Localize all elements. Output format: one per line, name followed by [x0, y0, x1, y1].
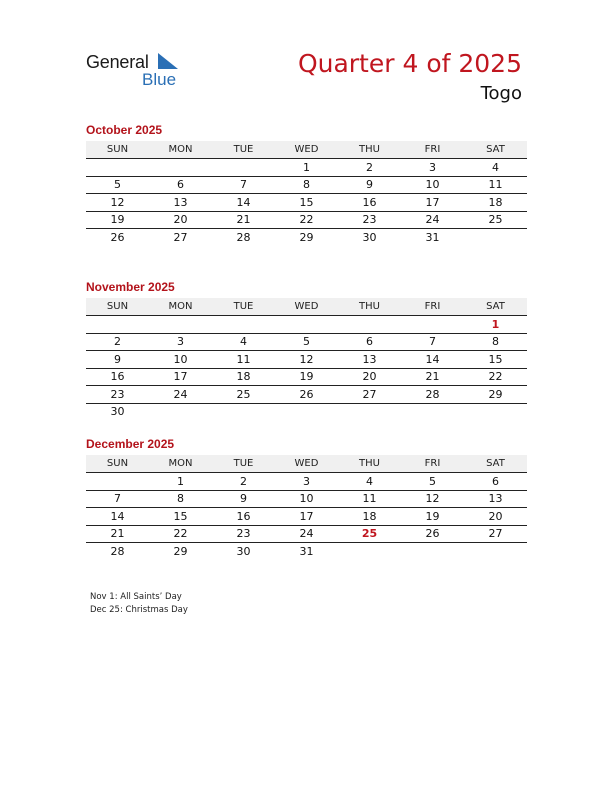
day-cell: 19	[110, 213, 125, 227]
week-row	[86, 543, 527, 560]
weekday-label: MON	[168, 144, 193, 155]
weekday-label: THU	[359, 301, 380, 312]
month-december	[86, 437, 527, 560]
day-cell: 18	[362, 509, 377, 523]
week-row	[86, 508, 527, 526]
country-name: Togo	[480, 83, 522, 104]
weekday-label: FRI	[424, 144, 441, 155]
day-cell: 30	[110, 405, 125, 419]
day-cell: 14	[425, 352, 440, 366]
day-cell: 26	[299, 387, 314, 401]
day-cell: 20	[488, 509, 503, 523]
weekday-label: TUE	[233, 301, 254, 312]
day-cell: 11	[362, 492, 377, 506]
week-row	[86, 194, 527, 212]
week-row	[86, 177, 527, 195]
week-row	[86, 316, 527, 334]
weekday-label: WED	[294, 144, 319, 155]
day-cell: 21	[110, 527, 125, 541]
week-row	[86, 212, 527, 230]
day-cell: 16	[362, 195, 377, 209]
month-october	[86, 123, 527, 246]
week-row	[86, 491, 527, 509]
week-row	[86, 526, 527, 544]
day-cell: 6	[366, 335, 373, 349]
weekday-header-row	[86, 141, 527, 159]
day-cell: 13	[173, 195, 188, 209]
day-cell: 10	[425, 178, 440, 192]
month-title: December 2025	[86, 437, 175, 451]
week-row	[86, 369, 527, 387]
day-cell: 29	[299, 230, 314, 244]
day-cell: 30	[362, 230, 377, 244]
holiday-note: Nov 1: All Saints’ Day	[90, 592, 182, 602]
weekday-label: TUE	[233, 144, 254, 155]
day-cell: 25	[361, 527, 378, 541]
calendar-grid	[86, 141, 527, 246]
day-cell: 14	[236, 195, 251, 209]
weekday-label: WED	[294, 301, 319, 312]
day-cell: 20	[362, 370, 377, 384]
day-cell: 27	[173, 230, 188, 244]
day-cell: 5	[303, 335, 310, 349]
day-cell: 22	[299, 213, 314, 227]
weekday-label: SAT	[486, 144, 505, 155]
weekday-label: SAT	[486, 458, 505, 469]
day-cell: 22	[173, 527, 188, 541]
day-cell: 1	[177, 474, 184, 488]
logo-text-blue: Blue	[142, 70, 177, 89]
day-cell: 26	[425, 527, 440, 541]
day-cell: 2	[240, 474, 247, 488]
day-cell: 28	[236, 230, 251, 244]
day-cell: 7	[114, 492, 121, 506]
day-cell: 12	[299, 352, 314, 366]
day-cell: 17	[299, 509, 314, 523]
day-cell: 24	[425, 213, 440, 227]
weekday-header-row	[86, 298, 527, 316]
weekday-label: FRI	[424, 458, 441, 469]
day-cell: 28	[425, 387, 440, 401]
day-cell: 23	[362, 213, 377, 227]
holiday-note: Dec 25: Christmas Day	[90, 604, 188, 615]
day-cell: 8	[492, 335, 499, 349]
day-cell: 12	[110, 195, 125, 209]
day-cell: 15	[173, 509, 188, 523]
day-cell: 25	[488, 213, 503, 227]
day-cell: 17	[173, 370, 188, 384]
day-cell: 5	[429, 474, 436, 488]
day-cell: 29	[488, 387, 503, 401]
day-cell: 10	[299, 492, 314, 506]
day-cell: 8	[177, 492, 184, 506]
weekday-header-row	[86, 455, 527, 473]
day-cell: 19	[425, 509, 440, 523]
month-title: November 2025	[86, 280, 175, 294]
weekday-label: THU	[359, 458, 380, 469]
day-cell: 3	[429, 160, 436, 174]
weekday-label: SUN	[106, 458, 129, 469]
day-cell: 16	[236, 509, 251, 523]
day-cell: 30	[236, 544, 251, 558]
day-cell: 4	[366, 474, 373, 488]
day-cell: 23	[110, 387, 125, 401]
calendar-grid	[86, 455, 527, 560]
weekday-label: WED	[294, 458, 319, 469]
day-cell: 4	[492, 160, 499, 174]
day-cell: 9	[114, 352, 121, 366]
day-cell: 5	[114, 178, 121, 192]
holiday-notes	[90, 591, 188, 616]
day-cell: 2	[114, 335, 121, 349]
day-cell: 26	[110, 230, 125, 244]
day-cell: 2	[366, 160, 373, 174]
day-cell: 13	[362, 352, 377, 366]
day-cell: 31	[299, 544, 314, 558]
day-cell: 23	[236, 527, 251, 541]
page-title: Quarter 4 of 2025	[297, 49, 522, 78]
day-cell: 1	[491, 317, 500, 331]
day-cell: 15	[299, 195, 314, 209]
day-cell: 9	[240, 492, 247, 506]
week-row	[86, 386, 527, 404]
day-cell: 7	[240, 178, 247, 192]
month-november	[86, 280, 527, 420]
day-cell: 27	[488, 527, 503, 541]
day-cell: 12	[425, 492, 440, 506]
day-cell: 29	[173, 544, 188, 558]
week-row	[86, 159, 527, 177]
day-cell: 6	[492, 474, 499, 488]
day-cell: 31	[425, 230, 440, 244]
calendar-grid	[86, 298, 527, 420]
week-row	[86, 229, 527, 246]
day-cell: 6	[177, 178, 184, 192]
day-cell: 13	[488, 492, 503, 506]
day-cell: 21	[236, 213, 251, 227]
day-cell: 11	[488, 178, 503, 192]
week-row	[86, 334, 527, 352]
day-cell: 9	[366, 178, 373, 192]
week-row	[86, 404, 527, 421]
day-cell: 1	[303, 160, 310, 174]
day-cell: 7	[429, 335, 436, 349]
week-row	[86, 473, 527, 491]
day-cell: 24	[299, 527, 314, 541]
day-cell: 28	[110, 544, 125, 558]
day-cell: 17	[425, 195, 440, 209]
weekday-label: THU	[359, 144, 380, 155]
weekday-label: MON	[168, 301, 193, 312]
month-title: October 2025	[86, 123, 163, 137]
weekday-label: SUN	[106, 301, 129, 312]
day-cell: 19	[299, 370, 314, 384]
weekday-label: FRI	[424, 301, 441, 312]
day-cell: 10	[173, 352, 188, 366]
week-row	[86, 351, 527, 369]
day-cell: 11	[236, 352, 251, 366]
day-cell: 3	[303, 474, 310, 488]
logo-triangle-icon	[158, 53, 180, 71]
weekday-label: SUN	[106, 144, 129, 155]
day-cell: 27	[362, 387, 377, 401]
day-cell: 24	[173, 387, 188, 401]
day-cell: 22	[488, 370, 503, 384]
day-cell: 18	[236, 370, 251, 384]
day-cell: 25	[236, 387, 251, 401]
day-cell: 16	[110, 370, 125, 384]
day-cell: 15	[488, 352, 503, 366]
day-cell: 21	[425, 370, 440, 384]
day-cell: 4	[240, 335, 247, 349]
day-cell: 20	[173, 213, 188, 227]
weekday-label: TUE	[233, 458, 254, 469]
weekday-label: SAT	[486, 301, 505, 312]
weekday-label: MON	[168, 458, 193, 469]
day-cell: 8	[303, 178, 310, 192]
logo-text-general: General	[86, 52, 149, 72]
day-cell: 18	[488, 195, 503, 209]
day-cell: 3	[177, 335, 184, 349]
generalblue-logo	[86, 50, 186, 90]
day-cell: 14	[110, 509, 125, 523]
